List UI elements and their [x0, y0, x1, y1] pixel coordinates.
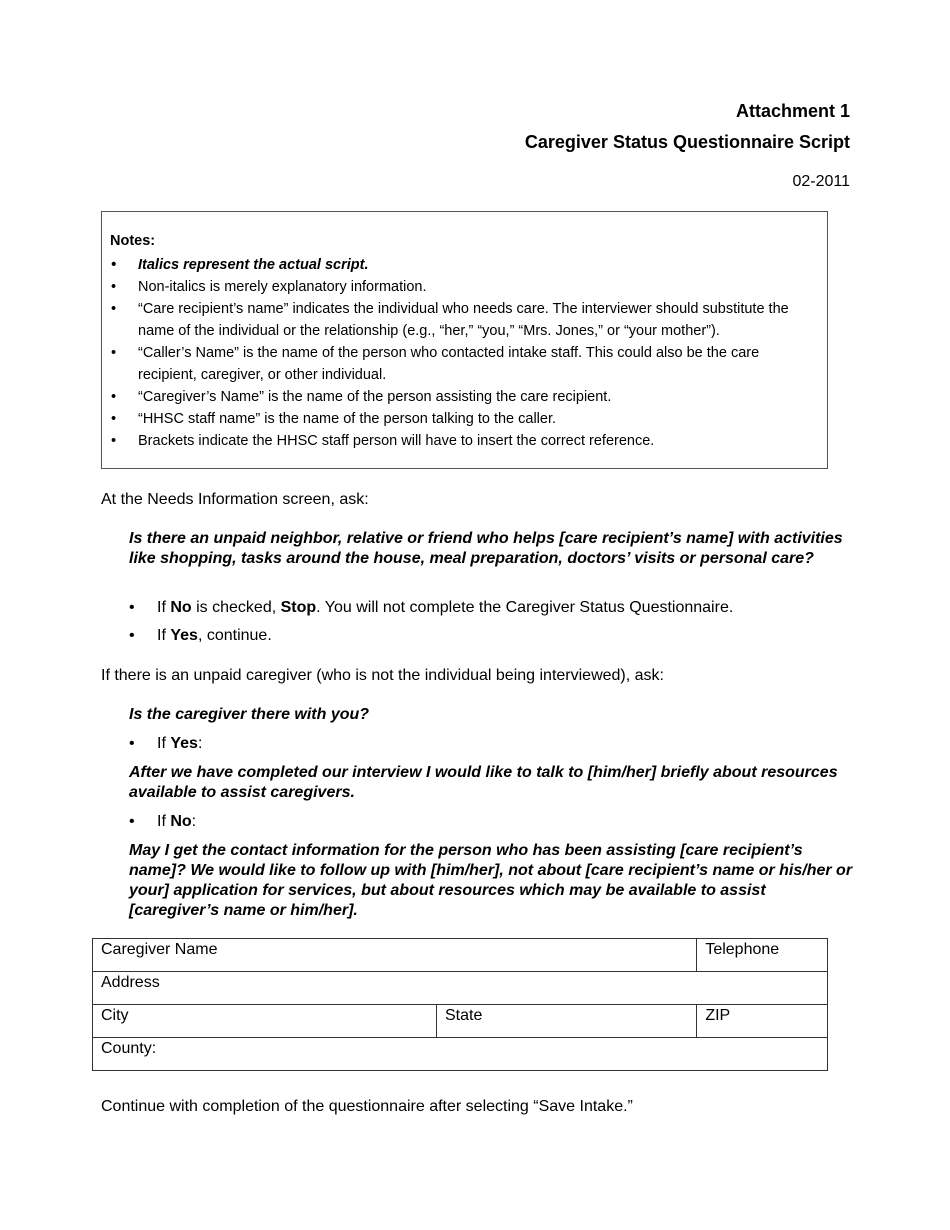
bullet-icon: •	[129, 813, 135, 830]
needs-info-intro: At the Needs Information screen, ask:	[101, 491, 369, 508]
attachment-label: Attachment 1	[735, 101, 850, 121]
note-text: “Care recipient’s name” indicates the individual who needs care. The interviewer should substitute the name of the individual or the relationship (e.g., “her,” “you,” “Mrs. Jones,” or “your mother”).	[138, 301, 789, 339]
caregiver-name-field[interactable]: Caregiver Name	[93, 939, 697, 972]
state-field[interactable]: State	[437, 1005, 697, 1038]
unpaid-helper-question: Is there an unpaid neighbor, relative or friend who helps [care recipient’s name] with activities like shopping, tasks around the house, meal preparation, doctors’ visits or personal care?	[129, 530, 843, 567]
note-text: Italics represent the actual script.	[138, 257, 369, 273]
notes-title: Notes:	[110, 233, 156, 249]
caregiver-present-question: Is the caregiver there with you?	[129, 706, 370, 723]
document-date: 02-2011	[792, 173, 850, 190]
note-item	[110, 254, 819, 276]
address-field[interactable]: Address	[93, 972, 828, 1005]
no-script: May I get the contact information for the person who has been assisting [care recipient’s name]? We would like to follow up with [him/her], not about [care recipient’s name or his/her or your] application for services, but about resources which may be available to assist [caregiver’s name or him/her].	[129, 842, 853, 919]
county-field[interactable]: County:	[93, 1038, 828, 1071]
note-item	[110, 276, 819, 298]
bullet-icon: •	[111, 433, 117, 449]
bullet-icon: •	[111, 279, 117, 295]
city-field[interactable]: City	[93, 1005, 437, 1038]
if-yes-bullet: • If Yes, continue.	[129, 627, 272, 644]
notes-box	[101, 211, 828, 469]
note-item	[110, 342, 819, 386]
bullet-icon: •	[111, 389, 117, 405]
zip-field[interactable]: ZIP	[697, 1005, 828, 1038]
bullet-icon: •	[111, 411, 117, 427]
yes-script: After we have completed our interview I would like to talk to [him/her] briefly about resources available to assist caregivers.	[129, 764, 838, 801]
note-text: “Caller’s Name” is the name of the person who contacted intake staff. This could also be the care recipient, caregiver, or other individual.	[138, 345, 760, 383]
caregiver-contact-form	[92, 938, 828, 1071]
note-item	[110, 298, 819, 342]
bullet-icon: •	[129, 627, 135, 644]
if-no-bullet: • If No is checked, Stop. You will not complete the Caregiver Status Questionnaire.	[129, 599, 734, 616]
note-text: “Caregiver’s Name” is the name of the person assisting the care recipient.	[138, 389, 612, 405]
if-no-bullet: • If No:	[129, 813, 197, 830]
note-item	[110, 408, 819, 430]
note-text: Brackets indicate the HHSC staff person will have to insert the correct reference.	[138, 433, 655, 449]
if-yes-bullet: • If Yes:	[129, 735, 203, 752]
telephone-field[interactable]: Telephone	[697, 939, 828, 972]
bullet-icon: •	[111, 301, 117, 317]
notes-list	[110, 254, 819, 452]
note-item	[110, 386, 819, 408]
bullet-icon: •	[129, 599, 135, 616]
bullet-icon: •	[111, 257, 117, 273]
document-header	[525, 100, 850, 192]
unpaid-caregiver-intro: If there is an unpaid caregiver (who is not the individual being interviewed), ask:	[101, 667, 664, 684]
bullet-icon: •	[111, 345, 117, 361]
note-text: Non-italics is merely explanatory information.	[138, 279, 427, 295]
document-title: Caregiver Status Questionnaire Script	[524, 132, 850, 152]
note-item	[110, 430, 819, 452]
bullet-icon: •	[129, 735, 135, 752]
note-text: “HHSC staff name” is the name of the person talking to the caller.	[138, 411, 557, 427]
footer-instruction: Continue with completion of the questionnaire after selecting “Save Intake.”	[101, 1098, 633, 1115]
